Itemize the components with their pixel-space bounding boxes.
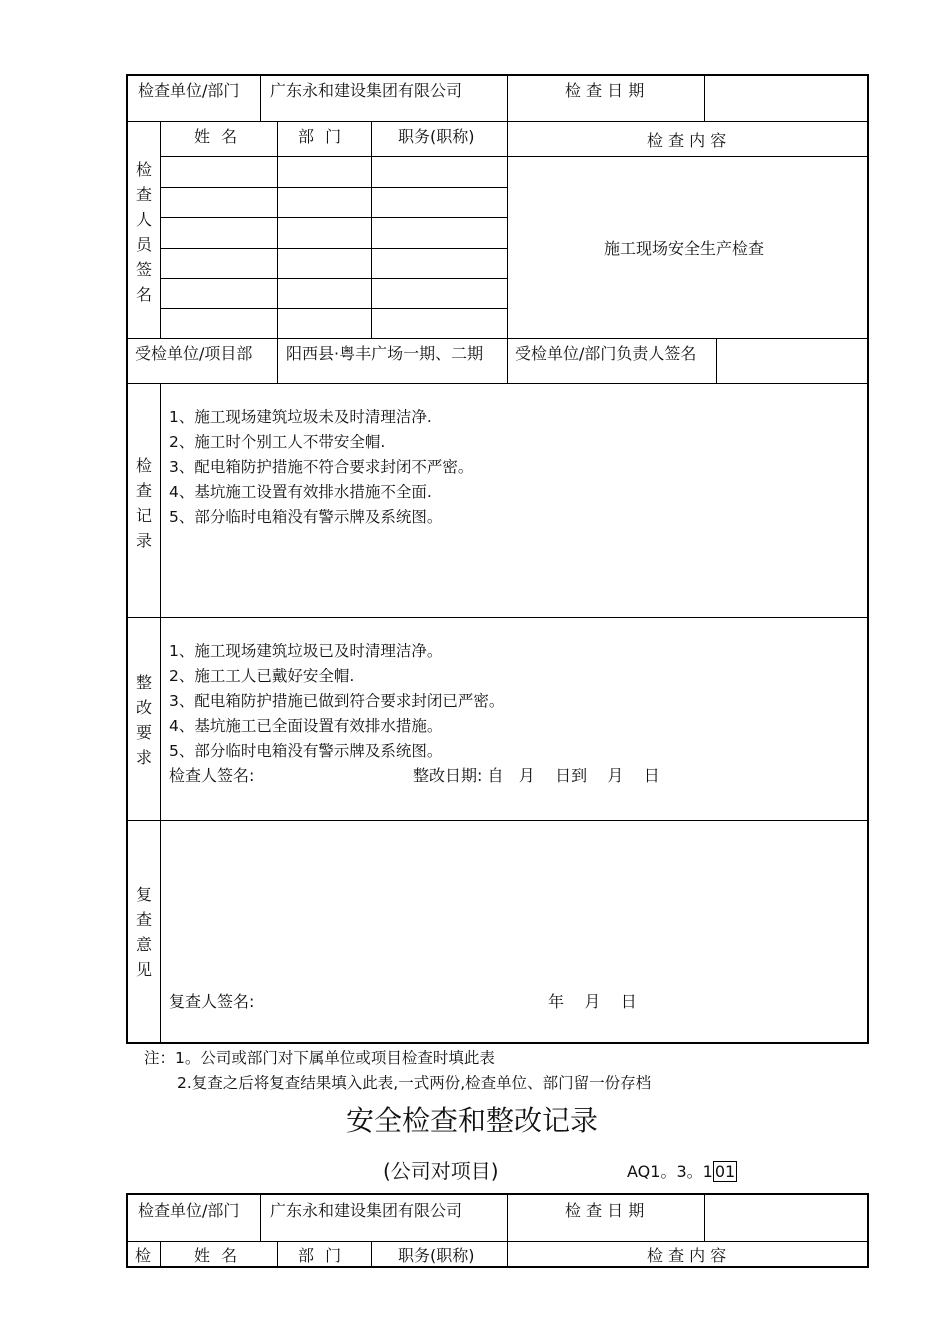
inspected-unit-label: 受检单位/项目部: [135, 344, 253, 363]
date-label: 检 查 日 期: [565, 1201, 645, 1220]
list-item: 1、施工现场建筑垃圾未及时清理洁净.: [169, 408, 432, 426]
rectify-date-text: 整改日期: 自 月 日到 月 日: [413, 766, 660, 785]
table-border-top: [126, 1193, 869, 1195]
row-divider: [160, 187, 507, 188]
inspected-unit-value: 阳西县·粤丰广场一期、二期: [286, 344, 484, 363]
rectify-side-label: 整 改 要 求: [135, 673, 152, 767]
list-item: 3、配电箱防护措施已做到符合要求封闭已严密。: [169, 692, 505, 710]
list-item: 5、部分临时电箱没有警示牌及系统图。: [169, 508, 443, 526]
form-code: [627, 1162, 737, 1182]
unit-label: 检查单位/部门: [138, 1201, 240, 1220]
col-divider: [704, 74, 705, 121]
inspectors-side-label: 检 查 人 员 签 名: [135, 160, 152, 304]
col-header-dept: 部 门: [298, 1246, 345, 1265]
reviewer-signature-label: 复查人签名:: [169, 992, 255, 1011]
record-list: [169, 405, 473, 530]
unit-label: 检查单位/部门: [138, 81, 240, 100]
col-divider: [704, 1193, 705, 1241]
table-border-right: [867, 74, 869, 1044]
col-header-name: 姓 名: [194, 1246, 241, 1265]
col-header-content: 检 查 内 容: [647, 131, 727, 150]
col-divider: [371, 1241, 372, 1267]
unit-value: 广东永和建设集团有限公司: [270, 1201, 463, 1220]
row-divider: [126, 820, 869, 821]
col-divider: [507, 1193, 508, 1267]
note-line-2: 2.复查之后将复查结果填入此表,一式两份,检查单位、部门留一份存档: [177, 1074, 652, 1092]
col-divider: [716, 338, 717, 384]
list-item: 3、配电箱防护措施不符合要求封闭不严密。: [169, 458, 474, 476]
row-divider: [126, 617, 869, 618]
table-border-left: [126, 1193, 128, 1268]
row-divider: [160, 248, 507, 249]
row-divider: [160, 156, 869, 157]
date-label: 检 查 日 期: [565, 81, 645, 100]
list-item: 5、部分临时电箱没有警示牌及系统图。: [169, 742, 443, 760]
col-divider: [277, 121, 278, 384]
col-divider: [260, 74, 261, 121]
row-divider: [126, 121, 869, 122]
col-header-name: 姓 名: [194, 127, 241, 146]
row-divider: [160, 278, 507, 279]
col-divider: [260, 1193, 261, 1241]
record-side-label: 检 查 记 录: [135, 456, 152, 550]
review-side-label: 复 查 意 见: [135, 885, 152, 979]
list-item: 2、施工时个别工人不带安全帽.: [169, 433, 386, 451]
col-divider: [507, 74, 508, 384]
col-divider: [371, 121, 372, 338]
list-item: 2、施工工人已戴好安全帽.: [169, 667, 355, 685]
col-header-title: 职务(职称): [398, 1246, 475, 1265]
col-divider: [160, 1241, 161, 1267]
table-border-bottom: [126, 1266, 869, 1268]
review-date-text: 年 月 日: [548, 992, 637, 1011]
row-divider: [160, 308, 507, 309]
list-item: 4、基坑施工已全面设置有效排水措施。: [169, 717, 443, 735]
note-line-1: 注：1。公司或部门对下属单位或项目检查时填此表: [144, 1049, 495, 1067]
table-border-bottom: [126, 1042, 869, 1044]
inspector-signature-label: 检查人签名:: [169, 766, 255, 785]
table-border-top: [126, 74, 869, 76]
responsible-signature-label: 受检单位/部门负责人签名: [515, 344, 697, 363]
rectify-list: [169, 639, 504, 764]
list-item: 4、基坑施工设置有效排水措施不全面.: [169, 483, 432, 501]
row-divider: [126, 1241, 869, 1242]
row-divider: [126, 338, 869, 339]
page-subtitle: (公司对项目): [383, 1159, 499, 1183]
table-border-right: [867, 1193, 869, 1268]
row-divider: [126, 383, 869, 384]
list-item: 1、施工现场建筑垃圾已及时清理洁净。: [169, 642, 443, 660]
inspectors-side-label: 检: [135, 1246, 152, 1265]
inspection-content-value: 施工现场安全生产检查: [604, 239, 765, 258]
form-code-prefix: AQ1。3。1: [627, 1162, 713, 1181]
col-header-title: 职务(职称): [398, 127, 475, 146]
col-header-content: 检 查 内 容: [647, 1246, 727, 1265]
col-header-dept: 部 门: [298, 127, 345, 146]
col-divider: [277, 1241, 278, 1267]
page-title: 安全检查和整改记录: [346, 1104, 599, 1137]
row-divider: [160, 217, 507, 218]
unit-value: 广东永和建设集团有限公司: [270, 81, 463, 100]
form-code-box: 01: [714, 1162, 736, 1181]
